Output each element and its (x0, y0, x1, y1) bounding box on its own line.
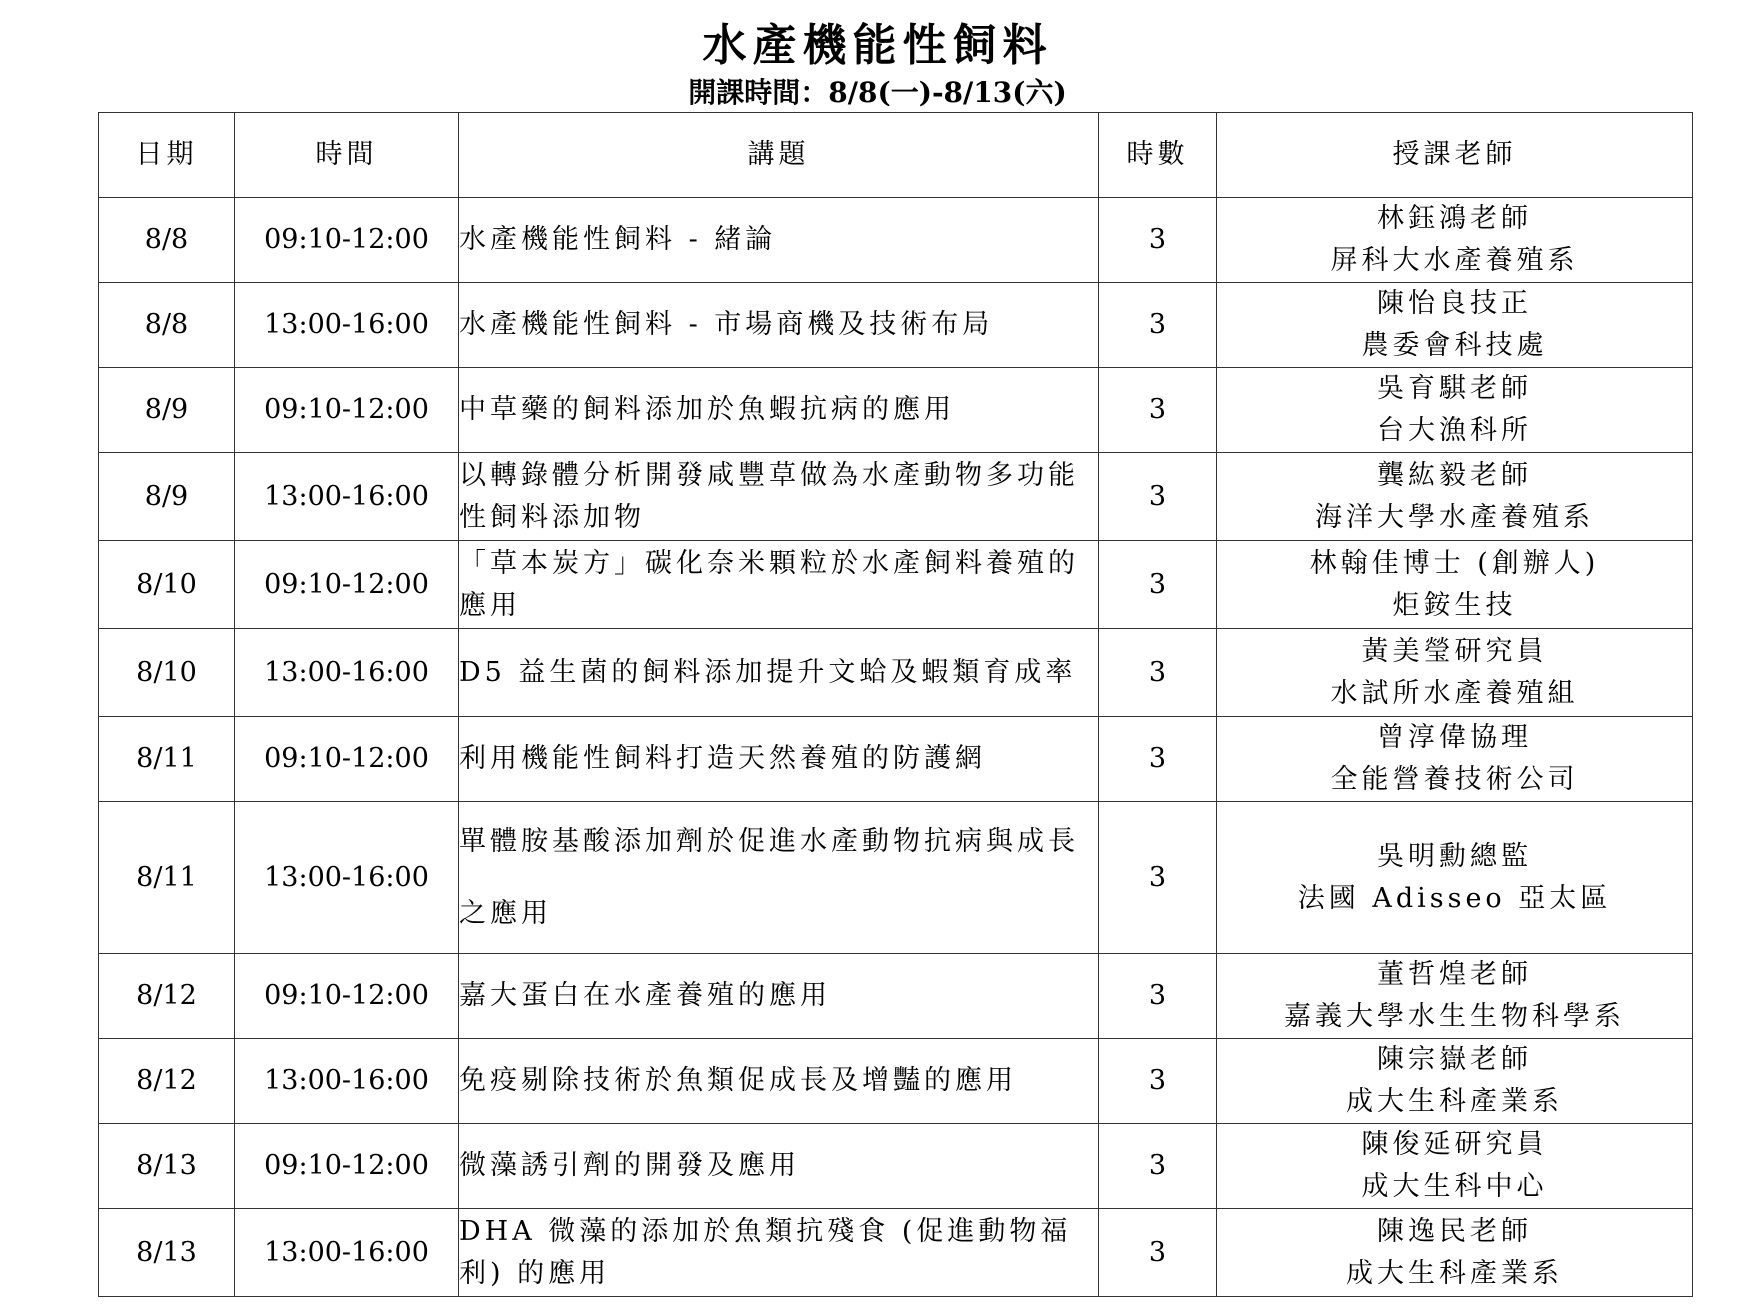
instructor-org: 法國 Adisseo 亞太區 (1297, 882, 1612, 914)
instructor-org: 嘉義大學水生生物科學系 (1284, 1001, 1625, 1032)
instructor-cell (1217, 368, 1693, 453)
instructor-org: 全能營養技術公司 (1330, 764, 1579, 795)
date-cell: 8/12 (99, 1039, 235, 1124)
topic-cell: 「草本炭方」碳化奈米顆粒於水產飼料養殖的應用 (459, 541, 1099, 629)
date-cell: 8/8 (99, 198, 235, 283)
time-cell: 09:10-12:00 (235, 541, 459, 629)
hours-cell: 3 (1099, 629, 1217, 717)
time-cell: 09:10-12:00 (235, 1124, 459, 1209)
table-row (99, 541, 1693, 629)
hours-cell: 3 (1099, 954, 1217, 1039)
hours-cell: 3 (1099, 717, 1217, 802)
course-period: 開課時間：8/8(一)-8/13(六) (688, 76, 1067, 109)
instructor-name: 陳怡良技正 (1377, 288, 1532, 319)
instructor-cell (1217, 283, 1693, 368)
table-row (99, 802, 1693, 954)
topic-cell: 中草藥的飼料添加於魚蝦抗病的應用 (459, 368, 1099, 453)
time-cell: 13:00-16:00 (235, 1039, 459, 1124)
table-row (99, 453, 1693, 541)
table-row (99, 717, 1693, 802)
date-cell: 8/10 (99, 541, 235, 629)
date-cell: 8/13 (99, 1124, 235, 1209)
hours-cell: 3 (1099, 1039, 1217, 1124)
date-cell: 8/13 (99, 1209, 235, 1297)
instructor-org: 農委會科技處 (1361, 330, 1548, 361)
time-cell: 09:10-12:00 (235, 717, 459, 802)
instructor-org: 炬銨生技 (1392, 589, 1517, 621)
schedule-table (98, 112, 1693, 1297)
topic-cell: 以轉錄體分析開發咸豐草做為水產動物多功能性飼料添加物 (459, 453, 1099, 541)
page-title: 水產機能性飼料 (702, 20, 1053, 71)
instructor-cell (1217, 629, 1693, 717)
date-cell: 8/9 (99, 453, 235, 541)
date-cell: 8/11 (99, 717, 235, 802)
topic-cell: 免疫剔除技術於魚類促成長及增豔的應用 (459, 1039, 1099, 1124)
date-cell: 8/11 (99, 802, 235, 954)
instructor-name: 曾淳偉協理 (1377, 722, 1532, 753)
instructor-cell (1217, 453, 1693, 541)
header-row (99, 113, 1693, 198)
time-cell: 09:10-12:00 (235, 198, 459, 283)
hours-cell: 3 (1099, 453, 1217, 541)
instructor-cell (1217, 717, 1693, 802)
instructor-cell (1217, 802, 1693, 954)
instructor-name: 陳逸民老師 (1377, 1215, 1532, 1247)
table-row (99, 198, 1693, 283)
topic-cell: 水產機能性飼料 - 緒論 (459, 198, 1099, 283)
topic-cell: 利用機能性飼料打造天然養殖的防護網 (459, 717, 1099, 802)
instructor-name: 董哲煌老師 (1377, 959, 1532, 990)
date-cell: 8/8 (99, 283, 235, 368)
instructor-name: 林翰佳博士 (創辦人) (1309, 547, 1600, 579)
time-cell: 09:10-12:00 (235, 954, 459, 1039)
instructor-cell (1217, 1039, 1693, 1124)
header-instructor: 授課老師 (1217, 113, 1693, 198)
instructor-cell (1217, 1124, 1693, 1209)
topic-cell: D5 益生菌的飼料添加提升文蛤及蝦類育成率 (459, 629, 1099, 717)
time-cell: 13:00-16:00 (235, 802, 459, 954)
instructor-cell (1217, 198, 1693, 283)
instructor-org: 水試所水產養殖組 (1330, 677, 1579, 709)
instructor-org: 成大生科產業系 (1346, 1257, 1563, 1289)
topic-cell: 單體胺基酸添加劑於促進水產動物抗病與成長之應用 (459, 802, 1099, 954)
instructor-name: 林鈺鴻老師 (1377, 203, 1532, 234)
date-cell: 8/12 (99, 954, 235, 1039)
instructor-name: 龔紘毅老師 (1377, 459, 1532, 491)
header-time: 時間 (235, 113, 459, 198)
table-row (99, 1209, 1693, 1297)
topic-cell: 嘉大蛋白在水產養殖的應用 (459, 954, 1099, 1039)
instructor-org: 成大生科中心 (1361, 1171, 1548, 1202)
hours-cell: 3 (1099, 368, 1217, 453)
time-cell: 13:00-16:00 (235, 629, 459, 717)
instructor-cell (1217, 541, 1693, 629)
instructor-org: 海洋大學水產養殖系 (1315, 501, 1594, 533)
hours-cell: 3 (1099, 1209, 1217, 1297)
table-row (99, 1124, 1693, 1209)
instructor-org: 屏科大水產養殖系 (1330, 245, 1579, 276)
table-row (99, 283, 1693, 368)
header-topic: 講題 (459, 113, 1099, 198)
date-cell: 8/9 (99, 368, 235, 453)
hours-cell: 3 (1099, 541, 1217, 629)
table-row (99, 368, 1693, 453)
instructor-name: 吳育騏老師 (1377, 373, 1532, 404)
instructor-cell (1217, 954, 1693, 1039)
instructor-name: 陳宗嶽老師 (1377, 1044, 1532, 1075)
time-cell: 13:00-16:00 (235, 283, 459, 368)
instructor-name: 吳明勳總監 (1377, 840, 1532, 872)
instructor-org: 成大生科產業系 (1346, 1086, 1563, 1117)
header-hours: 時數 (1099, 113, 1217, 198)
instructor-name: 陳俊延研究員 (1361, 1129, 1548, 1160)
table-row (99, 954, 1693, 1039)
instructor-name: 黃美瑩研究員 (1361, 635, 1548, 667)
table-row (99, 1039, 1693, 1124)
instructor-cell (1217, 1209, 1693, 1297)
table-row (99, 629, 1693, 717)
time-cell: 13:00-16:00 (235, 453, 459, 541)
instructor-org: 台大漁科所 (1377, 415, 1532, 446)
header-date: 日期 (99, 113, 235, 198)
topic-cell: 微藻誘引劑的開發及應用 (459, 1124, 1099, 1209)
time-cell: 13:00-16:00 (235, 1209, 459, 1297)
date-cell: 8/10 (99, 629, 235, 717)
topic-cell: 水產機能性飼料 - 市場商機及技術布局 (459, 283, 1099, 368)
hours-cell: 3 (1099, 1124, 1217, 1209)
time-cell: 09:10-12:00 (235, 368, 459, 453)
hours-cell: 3 (1099, 802, 1217, 954)
hours-cell: 3 (1099, 283, 1217, 368)
hours-cell: 3 (1099, 198, 1217, 283)
topic-cell: DHA 微藻的添加於魚類抗殘食 (促進動物福利) 的應用 (459, 1209, 1099, 1297)
